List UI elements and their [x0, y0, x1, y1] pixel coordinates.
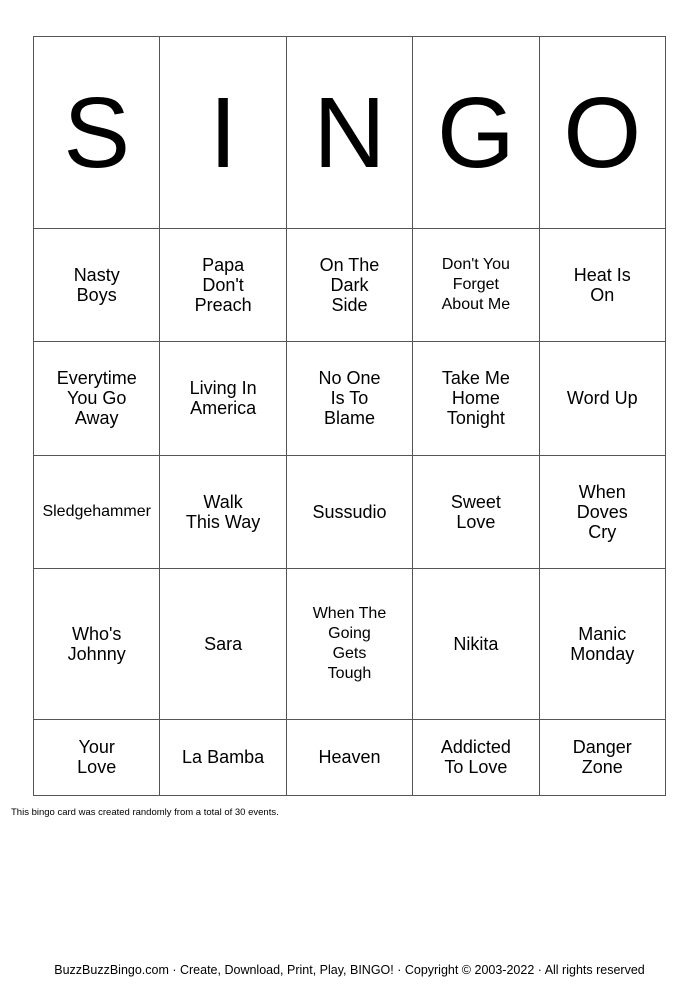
cell-line: Doves: [576, 501, 628, 522]
cell-line: Zone: [581, 757, 623, 778]
cell-line: Boys: [76, 284, 117, 305]
cell-line: When The: [312, 604, 387, 622]
bingo-row: [34, 342, 666, 455]
cell-line: To Love: [444, 757, 508, 778]
bingo-cell: [413, 719, 539, 795]
bingo-row: [34, 455, 666, 568]
bingo-cell: [286, 719, 412, 795]
cell-line: This Way: [185, 511, 261, 532]
cell-line: Love: [456, 511, 496, 532]
header-letter: S: [34, 37, 160, 229]
cell-line: Sledgehammer: [42, 502, 151, 520]
cell-line: Going: [328, 624, 371, 642]
bingo-cell: [539, 719, 665, 795]
bingo-row: [34, 228, 666, 341]
bingo-cell: [160, 455, 286, 568]
cell-line: Sara: [204, 633, 243, 654]
cell-line: Johnny: [67, 643, 126, 664]
cell-line: Sussudio: [312, 501, 387, 522]
cell-line: Word Up: [566, 388, 638, 409]
bingo-cell: [160, 569, 286, 720]
cell-line: Who's: [71, 623, 122, 644]
generation-note: This bingo card was created randomly from a total of 30 events.: [11, 807, 279, 818]
cell-line: Living In: [189, 378, 257, 399]
bingo-cell: [286, 455, 412, 568]
cell-line: Everytime: [56, 368, 137, 389]
bingo-card: [33, 36, 666, 796]
bingo-row: [34, 569, 666, 720]
bingo-cell: [539, 455, 665, 568]
bingo-cell: [286, 228, 412, 341]
cell-line: About Me: [441, 295, 511, 313]
cell-line: Addicted: [440, 737, 511, 758]
bingo-cell: [160, 719, 286, 795]
bingo-cell: [34, 342, 160, 455]
cell-line: Sweet: [450, 491, 501, 512]
header-letter: O: [539, 37, 665, 229]
cell-line: Nasty: [73, 264, 120, 285]
cell-line: Dark: [330, 274, 369, 295]
cell-line: On The: [319, 254, 380, 275]
footer-copyright: BuzzBuzzBingo.com · Create, Download, Print, Play, BINGO! · Copyright © 2003-2022 · All rights reserved: [54, 963, 645, 977]
bingo-cell: [539, 342, 665, 455]
cell-line: Side: [331, 294, 368, 315]
cell-line: America: [190, 398, 257, 419]
bingo-cell: [286, 342, 412, 455]
cell-line: Preach: [194, 294, 252, 315]
cell-line: Papa: [202, 254, 245, 275]
bingo-cell: [413, 455, 539, 568]
header-letter: N: [286, 37, 412, 229]
cell-line: No One: [318, 368, 381, 389]
bingo-cell: [539, 228, 665, 341]
cell-line: When: [578, 481, 626, 502]
cell-line: Heat Is: [573, 264, 631, 285]
cell-line: Don't You: [441, 255, 510, 273]
bingo-cell: [539, 569, 665, 720]
cell-line: You Go: [67, 388, 127, 409]
bingo-row: [34, 719, 666, 795]
bingo-cell: [160, 228, 286, 341]
header-row: [34, 37, 666, 229]
cell-line: Is To: [330, 388, 369, 409]
bingo-cell: [160, 342, 286, 455]
cell-line: Take Me: [441, 368, 510, 389]
cell-line: Nikita: [453, 633, 499, 654]
cell-line: Manic: [578, 623, 627, 644]
cell-line: Don't: [202, 274, 244, 295]
bingo-cell: [413, 342, 539, 455]
bingo-cell: [413, 228, 539, 341]
cell-line: La Bamba: [182, 747, 265, 768]
cell-line: Gets: [332, 644, 367, 662]
cell-line: Tough: [327, 664, 372, 682]
cell-line: Cry: [588, 521, 617, 542]
cell-line: Love: [77, 757, 117, 778]
header-letter: G: [413, 37, 539, 229]
header-letter: I: [160, 37, 286, 229]
bingo-cell: [34, 569, 160, 720]
cell-line: Monday: [570, 643, 635, 664]
bingo-cell: [413, 569, 539, 720]
cell-line: Forget: [452, 275, 499, 293]
cell-line: Danger: [572, 737, 632, 758]
cell-line: Heaven: [318, 747, 381, 768]
cell-line: Walk: [203, 491, 243, 512]
cell-line: Home: [451, 388, 500, 409]
cell-line: Blame: [323, 408, 375, 429]
cell-line: Tonight: [446, 408, 505, 429]
cell-line: Away: [74, 408, 119, 429]
cell-line: On: [590, 284, 615, 305]
bingo-cell: [34, 455, 160, 568]
cell-line: Your: [78, 737, 115, 758]
bingo-cell: [34, 719, 160, 795]
bingo-cell: [34, 228, 160, 341]
bingo-cell: [286, 569, 412, 720]
